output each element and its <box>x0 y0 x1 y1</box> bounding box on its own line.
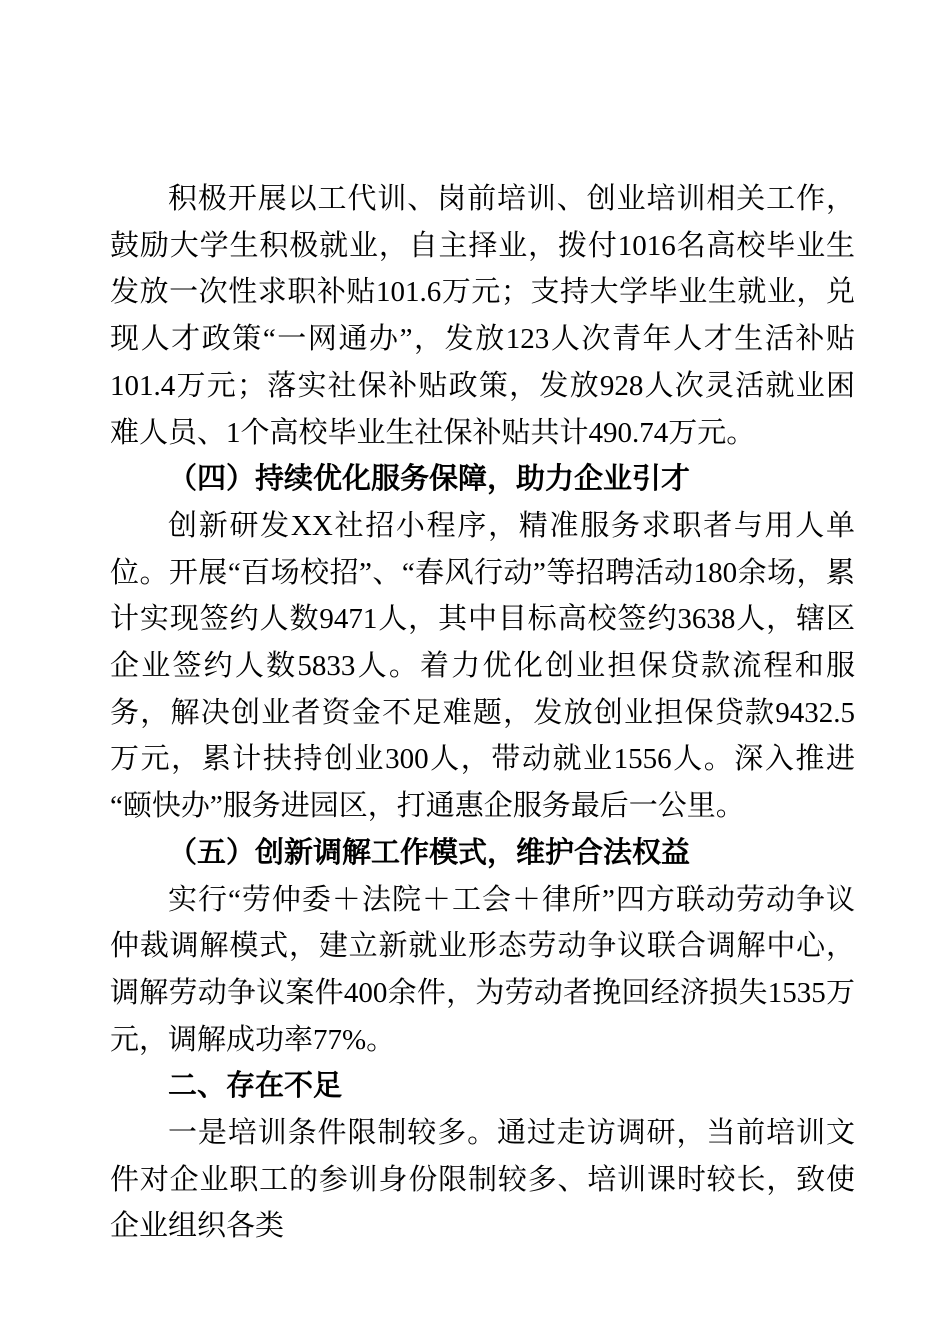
body-paragraph-training-limitations: 一是培训条件限制较多。通过走访调研，当前培训文件对企业职工的参训身份限制较多、培训课时较长，致使企业组织各类 <box>110 1117 855 1243</box>
document-body <box>110 176 855 1250</box>
body-paragraph-employment-subsidies: 积极开展以工代训、岗前培训、创业培训相关工作，鼓励大学生积极就业，自主择业，拨付1016名高校毕业生发放一次性求职补贴101.6万元；支持大学毕业生就业，兑现人才政策“一网通办”，发放123人次青年人才生活补贴101.4万元；落实社保补贴政策，发放928人次灵活就业困难人员、1个高校毕业生社保补贴共计490.74万元。 <box>110 183 855 449</box>
body-paragraph-recruitment-services: 创新研发XX社招小程序，精准服务求职者与用人单位。开展“百场校招”、“春风行动”等招聘活动180余场，累计实现签约人数9471人，其中目标高校签约3638人，辖区企业签约人数5833人。着力优化创业担保贷款流程和服务，解决创业者资金不足难题，发放创业担保贷款9432.5万元，累计扶持创业300人，带动就业1556人。深入推进“颐快办”服务进园区，打通惠企服务最后一公里。 <box>110 509 855 823</box>
main-heading-2-shortcomings: 二、存在不足 <box>168 1070 343 1103</box>
body-paragraph-labor-dispute-mediation: 实行“劳仲委＋法院＋工会＋律所”四方联动劳动争议仲裁调解模式，建立新就业形态劳动争议联合调解中心，调解劳动争议案件400余件，为劳动者挽回经济损失1535万元，调解成功率77%。 <box>110 883 855 1056</box>
section-heading-4-service-guarantee: （四）持续优化服务保障，助力企业引才 <box>168 463 691 496</box>
section-heading-5-mediation-mode: （五）创新调解工作模式，维护合法权益 <box>168 836 691 869</box>
